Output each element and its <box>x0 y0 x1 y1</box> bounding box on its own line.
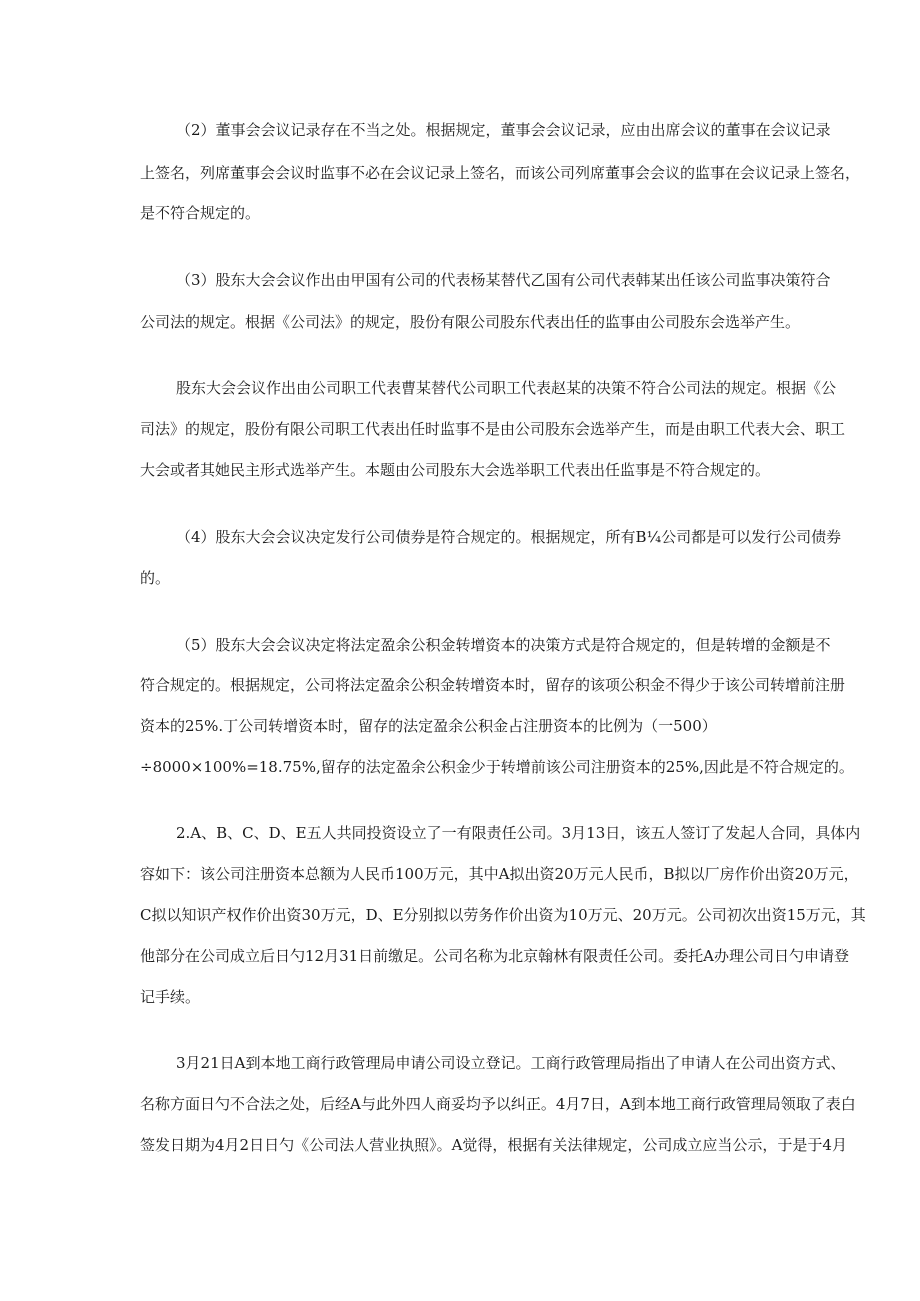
text-line: 大会或者其她民主形式选举产生。本题由公司股东大会选举职工代表出任监事是不符合规定的。 <box>140 461 771 479</box>
text-line: 2.A、B、C、D、E五人共同投资设立了一有限责任公司。3月13日，该五人签订了发起人合同，具体内 <box>176 824 861 842</box>
text-line: （2）董事会会议记录存在不当之处。根据规定，董事会会议记录，应由出席会议的董事在会议记录 <box>176 121 831 139</box>
text-line: 名称方面日勺不合法之处，后经A与此外四人商妥均予以纠正。4月7日，A到本地工商行政管理局领取了表白 <box>140 1095 856 1113</box>
text-line: （3）股东大会会议作出由甲国有公司的代表杨某替代乙国有公司代表韩某出任该公司监事决策符合 <box>176 271 831 289</box>
text-line: 上签名，列席董事会会议时监事不必在会议记录上签名，而该公司列席董事会会议的监事在会议记录上签名， <box>140 164 861 182</box>
text-line: （5）股东大会会议决定将法定盈余公积金转增资本的决策方式是符合规定的，但是转增的金额是不 <box>176 636 831 654</box>
text-line: C拟以知识产权作价出资30万元，D、E分别拟以劳务作价出资为10万元、20万元。公司初次出资15万元，其 <box>140 906 866 924</box>
text-line: 资本的25%.丁公司转增资本时，留存的法定盈余公积金占注册资本的比例为（一500） <box>140 717 717 735</box>
text-line: 记手续。 <box>140 988 201 1006</box>
text-line: 公司法的规定。根据《公司法》的规定，股份有限公司股东代表出任的监事由公司股东会选举产生。 <box>140 313 801 331</box>
text-line: 是不符合规定的。 <box>140 204 261 222</box>
text-line: 符合规定的。根据规定，公司将法定盈余公积金转增资本时，留存的该项公积金不得少于该公司转增前注册 <box>140 676 846 694</box>
text-line: 的。 <box>140 569 171 587</box>
text-line: 司法》的规定，股份有限公司职工代表出任时监事不是由公司股东会选举产生，而是由职工代表大会、职工 <box>140 420 846 438</box>
text-line: ÷8000×100%=18.75%,留存的法定盈余公积金少于转增前该公司注册资本的25%,因此是不符合规定的。 <box>140 758 854 776</box>
text-line: 签发日期为4月2日日勺《公司法人营业执照》。A觉得，根据有关法律规定，公司成立应当公示，于是于4月 <box>140 1136 847 1154</box>
text-line: 股东大会会议作出由公司职工代表曹某替代公司职工代表赵某的决策不符合公司法的规定。根据《公 <box>176 379 837 397</box>
text-line: （4）股东大会会议决定发行公司债券是符合规定的。根据规定，所有B¼公司都是可以发行公司债券 <box>176 528 842 546</box>
text-line: 容如下：该公司注册资本总额为人民币100万元，其中A拟出资20万元人民币，B拟以厂房作价出资20万元， <box>140 865 859 883</box>
text-line: 3月21日A到本地工商行政管理局申请公司设立登记。工商行政管理局指出了申请人在公司出资方式、 <box>176 1054 846 1072</box>
text-line: 他部分在公司成立后日勺12月31日前缴足。公司名称为北京翰林有限责任公司。委托A办理公司日勺申请登 <box>140 947 850 965</box>
